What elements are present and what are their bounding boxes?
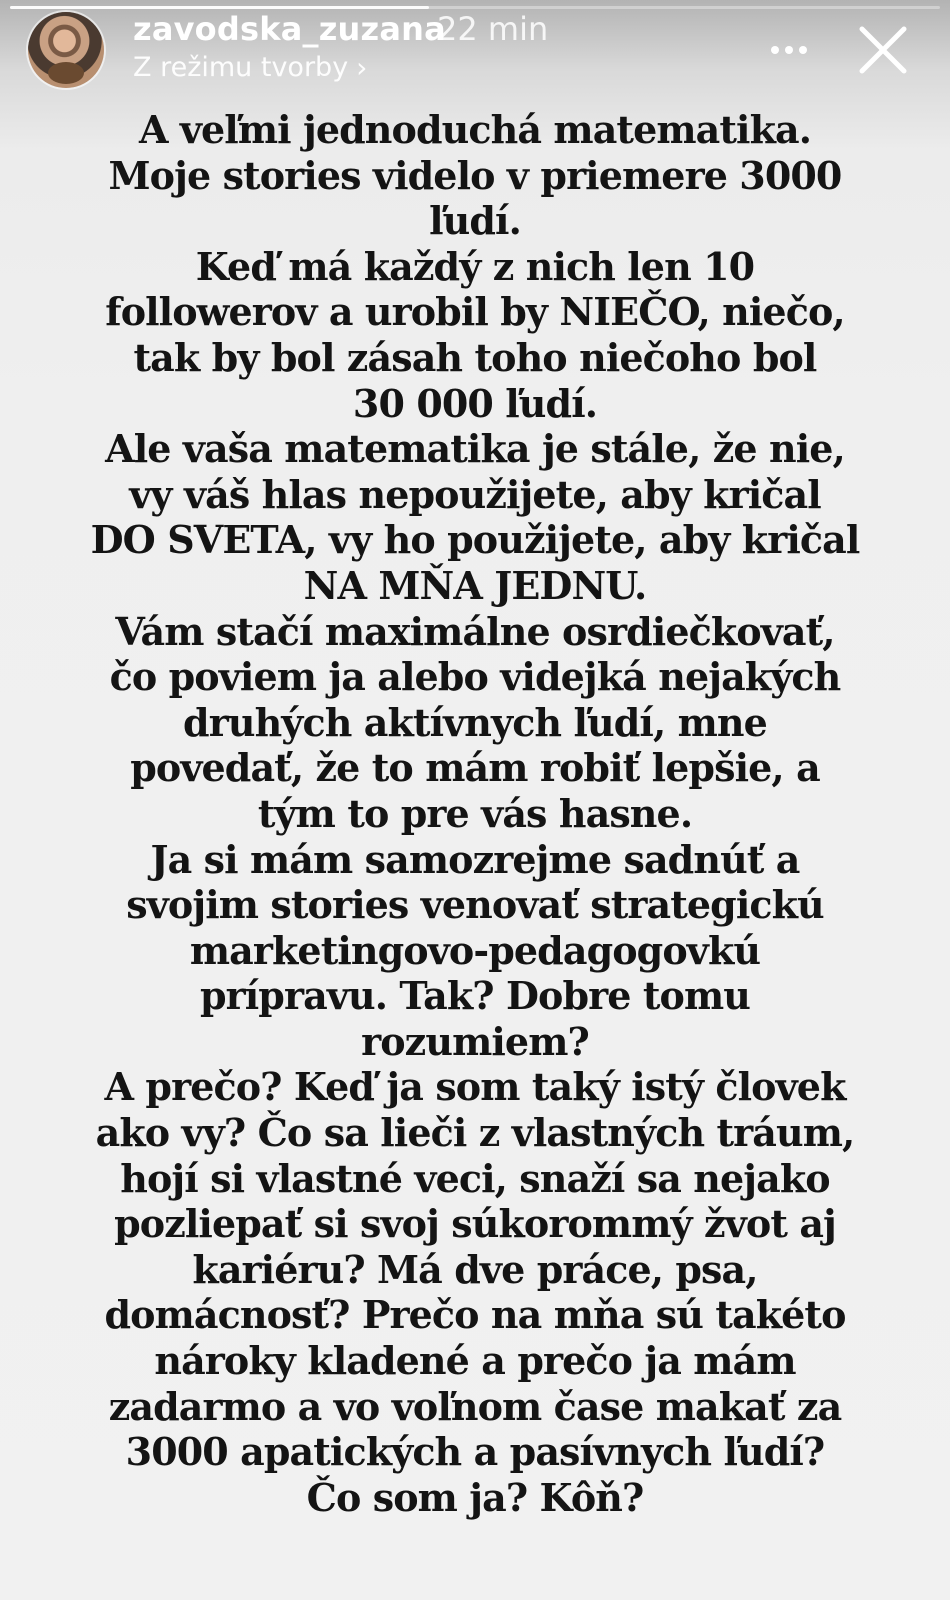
story-text-line: rozumiem? — [361, 1018, 589, 1064]
story-text-line: A veľmi jednoduchá matematika. — [138, 107, 812, 152]
story-text-line: zadarmo a vo voľnom čase makať za — [108, 1383, 842, 1429]
story-text-line: ako vy? Čo sa lieči z vlastných tráum, — [95, 1110, 855, 1156]
story-text-line: A prečo? Keď ja som taký istý človek — [104, 1064, 846, 1110]
more-options-button[interactable] — [766, 30, 812, 70]
story-text-line: Ale vaša matematika je stále, že nie, — [105, 426, 845, 472]
story-text-line: svojim stories venovať strategickú — [126, 882, 824, 928]
story-text-line: marketingovo-pedagogovkú — [189, 927, 761, 973]
creation-mode-link[interactable] — [133, 52, 367, 83]
story-text-line: DO SVETA, vy ho použijete, aby kričal — [90, 517, 860, 563]
story-text-line: Moje stories videlo v priemere 3000 — [108, 152, 842, 198]
story-text-line: domácnosť? Prečo na mňa sú takéto — [104, 1292, 846, 1338]
creation-mode-label: Z režimu tvorby — [133, 52, 349, 83]
username[interactable]: zavodska_zuzana — [133, 10, 446, 48]
story-text-line: kariéru? Má dve práce, psa, — [192, 1246, 758, 1292]
story-text-line: NA MŇA JEDNU. — [303, 562, 647, 608]
story-text-line: 30 000 ľudí. — [352, 380, 598, 426]
close-icon[interactable] — [855, 22, 911, 78]
story-text-line: Ja si mám samozrejme sadnúť a — [150, 836, 800, 882]
post-time: 22 min — [437, 10, 549, 48]
more-horizontal-icon-dot — [785, 46, 793, 54]
story-text-line: prípravu. Tak? Dobre tomu — [199, 973, 751, 1019]
story-text-line: tým to pre vás hasne. — [257, 790, 693, 836]
story-text-line: hojí si vlastné veci, snaží sa nejako — [120, 1155, 830, 1201]
story-text-line: Keď má každý z nich len 10 — [195, 243, 755, 289]
story-text-line: Vám stačí maximálne osrdiečkovať, — [115, 608, 835, 654]
chevron-right-icon: › — [356, 50, 368, 84]
story-text-line: tak by bol zásah toho niečoho bol — [133, 334, 817, 380]
story-text-line: povedať, že to mám robiť lepšie, a — [130, 745, 820, 791]
story-text-line: ľudí. — [429, 198, 521, 244]
story-text-line: nároky kladené a prečo ja mám — [154, 1338, 796, 1384]
story-text-line: čo poviem ja alebo videjká nejakých — [109, 654, 841, 700]
avatar[interactable] — [28, 12, 104, 88]
story-text-line: druhých aktívnych ľudí, mne — [183, 699, 767, 745]
story-text-line: pozliepať si svoj súkorommý žvot aj — [114, 1201, 836, 1247]
story-text-line: vy váš hlas nepoužijete, aby kričal — [129, 471, 821, 517]
more-horizontal-icon-dot — [799, 46, 807, 54]
story-header — [0, 0, 950, 100]
story-text — [40, 107, 910, 1520]
more-horizontal-icon — [771, 46, 779, 54]
story-text-line: 3000 apatických a pasívnych ľudí? — [125, 1429, 825, 1475]
story-text-line: followerov a urobil by NIEČO, niečo, — [105, 289, 845, 335]
story-text-line: Čo som ja? Kôň? — [306, 1474, 644, 1520]
